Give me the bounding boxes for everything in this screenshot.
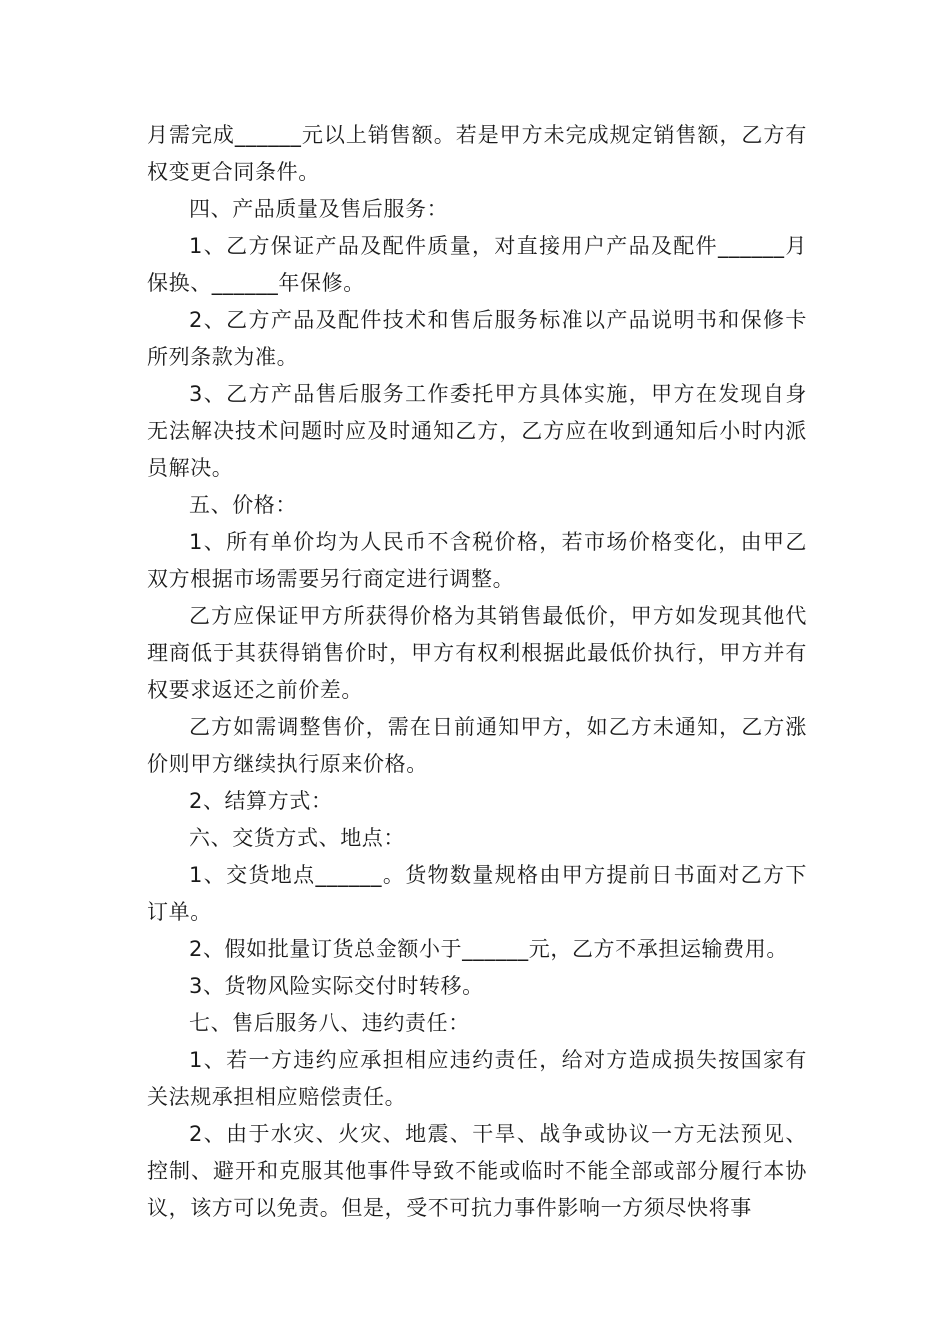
paragraph-10: 2、结算方式： (189, 789, 333, 813)
section-heading-liability: 七、售后服务八、违约责任： (189, 1011, 470, 1035)
paragraph-17: 2、由于水灾、火灾、地震、干旱、战争或协议一方无法预见、控制、避开和克服其他事件导致不能或临时不能全部或部分履行本协议，该方可以免责。但是，受不可抗力事件影响一方须尽快将事 (147, 1122, 807, 1220)
paragraph-14: 3、货物风险实际交付时转移。 (189, 974, 484, 998)
section-heading-price: 五、价格： (189, 493, 297, 517)
paragraph-1: 月需完成______元以上销售额。若是甲方未完成规定销售额，乙方有权变更合同条件。 (147, 123, 807, 184)
paragraph-12: 1、交货地点______。货物数量规格由甲方提前日书面对乙方下订单。 (147, 863, 807, 924)
paragraph-8: 乙方应保证甲方所获得价格为其销售最低价，甲方如发现其他代理商低于其获得销售价时，甲方有权利根据此最低价执行，甲方并有权要求返还之前价差。 (147, 604, 807, 702)
paragraph-16: 1、若一方违约应承担相应违约责任，给对方造成损失按国家有关法规承担相应赔偿责任。 (147, 1048, 807, 1109)
document-body (147, 117, 807, 1227)
section-heading-delivery: 六、交货方式、地点： (189, 826, 405, 850)
paragraph-13: 2、假如批量订货总金额小于______元，乙方不承担运输费用。 (189, 937, 788, 961)
paragraph-4: 2、乙方产品及配件技术和售后服务标准以产品说明书和保修卡所列条款为准。 (147, 308, 807, 369)
paragraph-3: 1、乙方保证产品及配件质量，对直接用户产品及配件______月保换、______年保修。 (147, 234, 807, 295)
paragraph-5: 3、乙方产品售后服务工作委托甲方具体实施，甲方在发现自身无法解决技术问题时应及时通知乙方，乙方应在收到通知后小时内派员解决。 (147, 382, 807, 480)
paragraph-7: 1、所有单价均为人民币不含税价格，若市场价格变化，由甲乙双方根据市场需要另行商定进行调整。 (147, 530, 807, 591)
section-heading-quality: 四、产品质量及售后服务： (189, 197, 449, 221)
paragraph-9: 乙方如需调整售价，需在日前通知甲方，如乙方未通知，乙方涨价则甲方继续执行原来价格。 (147, 715, 807, 776)
